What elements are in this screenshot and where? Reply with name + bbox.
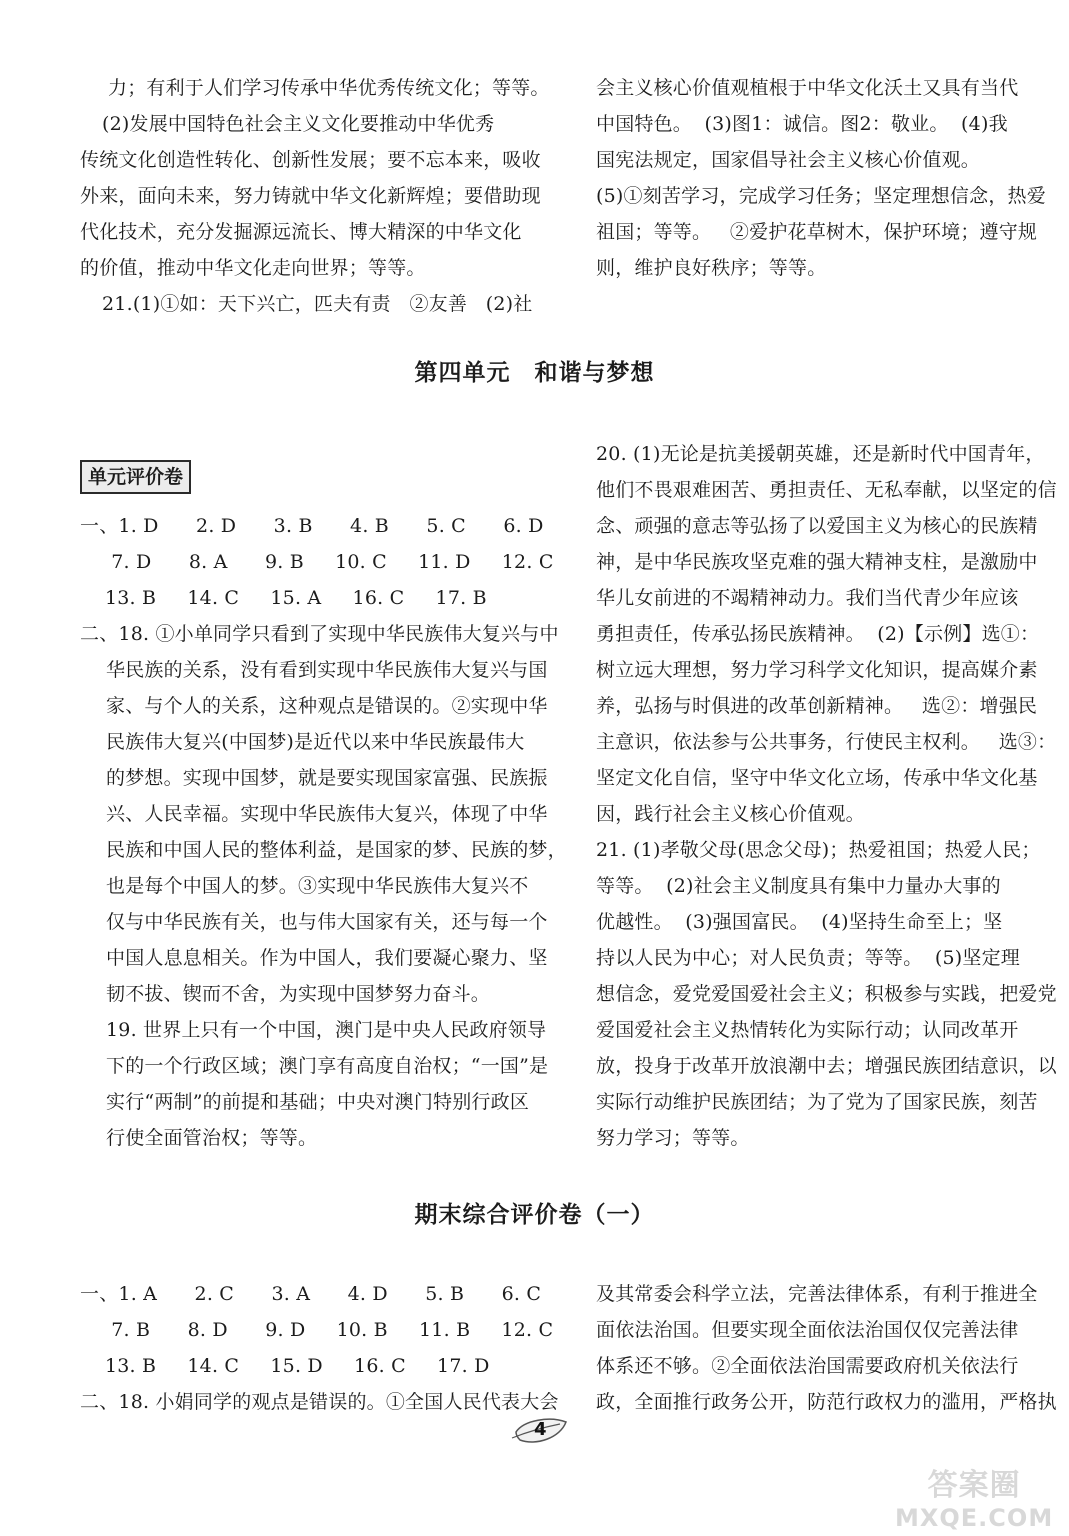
text-line: 国宪法规定，国家倡导社会主义核心价值观。	[596, 149, 981, 171]
final-right-column	[596, 1276, 1057, 1420]
text-line: 树立远大理想，努力学习科学文化知识，提高媒介素	[596, 659, 1038, 681]
text-line: 则，维护良好秩序；等等。	[596, 257, 827, 279]
section-title-unit4: 第四单元 和谐与梦想	[414, 360, 655, 386]
unit4-right-column	[596, 436, 1057, 1156]
text-line: 力；有利于人们学习传承中华优秀传统文化；等等。	[108, 77, 550, 99]
text-line: 政，全面推行政务公开，防范行政权力的滥用，严格执	[596, 1391, 1057, 1413]
text-line: 因，践行社会主义核心价值观。	[596, 803, 865, 825]
text-line: 华民族的关系，没有看到实现中华民族伟大复兴与国	[106, 659, 548, 681]
text-line: 外来，面向未来，努力铸就中华文化新辉煌；要借助现	[80, 185, 541, 207]
unit-test-tag: 单元评价卷	[80, 460, 191, 494]
text-line: 等等。 (2)社会主义制度具有集中力量办大事的	[596, 875, 1001, 897]
text-line: 代化技术，充分发掘源远流长、博大精深的中华文化	[80, 221, 522, 243]
text-line: 持以人民为中心；对人民负责；等等。 (5)坚定理	[596, 947, 1020, 969]
choice-answers-row: 7. D 8. A 9. B 10. C 11. D 12. C	[80, 551, 554, 573]
text-line: 神，是中华民族攻坚克难的强大精神支柱，是激励中	[596, 551, 1038, 573]
choice-answers-row: 13. B 14. C 15. A 16. C 17. B	[80, 587, 487, 609]
text-line: 中国特色。 (3)图1：诚信。图2：敬业。 (4)我	[596, 113, 1008, 135]
text-line: 兴、人民幸福。实现中华民族伟大复兴，体现了中华	[106, 803, 548, 825]
text-line: 中国人息息相关。作为中国人，我们要凝心聚力、坚	[106, 947, 548, 969]
text-line: 20. (1)无论是抗美援朝英雄，还是新时代中国青年，	[596, 443, 1045, 465]
text-line: 华儿女前进的不竭精神动力。我们当代青少年应该	[596, 587, 1019, 609]
text-line: 的梦想。实现中国梦，就是要实现国家富强、民族振	[106, 767, 548, 789]
top-right-column	[596, 70, 1046, 286]
text-line: 实际行动维护民族团结；为了党为了国家民族，刻苦	[596, 1091, 1038, 1113]
text-line: 传统文化创造性转化、创新性发展；要不忘本来，吸收	[80, 149, 541, 171]
text-line: 下的一个行政区域；澳门享有高度自治权；“一国”是	[106, 1055, 549, 1077]
choice-answers-row: 13. B 14. C 15. D 16. C 17. D	[80, 1355, 490, 1377]
page-number	[510, 1414, 570, 1448]
section-title-final-exam: 期末综合评价卷（一）	[414, 1202, 655, 1228]
text-line: 放，投身于改革开放浪潮中去；增强民族团结意识，以	[596, 1055, 1057, 1077]
text-line: 民族和中国人民的整体利益，是国家的梦、民族的梦，	[106, 839, 567, 861]
text-line: 努力学习；等等。	[596, 1127, 750, 1149]
final-left-column	[80, 1276, 559, 1420]
text-line: 实行“两制”的前提和基础；中央对澳门特别行政区	[106, 1091, 530, 1113]
text-line: 爱国爱社会主义热情转化为实际行动；认同改革开	[596, 1019, 1019, 1041]
unit4-left-column	[80, 508, 567, 1156]
text-line: 仅与中华民族有关，也与伟大国家有关，还与每一个	[106, 911, 548, 933]
text-line: 家、与个人的关系，这种观点是错误的。②实现中华	[106, 695, 548, 717]
text-line: 主意识，依法参与公共事务，行使民主权利。 选③：	[596, 731, 1057, 753]
text-line: 韧不拔、锲而不舍，为实现中国梦努力奋斗。	[106, 983, 491, 1005]
text-line: (2)发展中国特色社会主义文化要推动中华优秀	[102, 113, 495, 135]
text-line: 坚定文化自信，坚守中华文化立场，传承中华文化基	[596, 767, 1038, 789]
text-line: 二、18. 小娟同学的观点是错误的。①全国人民代表大会	[80, 1391, 559, 1413]
text-line: 优越性。 (3)强国富民。 (4)坚持生命至上；坚	[596, 911, 1003, 933]
choice-answers-row: 一、1. D 2. D 3. B 4. B 5. C 6. D	[80, 515, 544, 537]
text-line: 念、顽强的意志等弘扬了以爱国主义为核心的民族精	[596, 515, 1038, 537]
watermark-logo	[895, 1470, 1053, 1534]
choice-answers-row: 7. B 8. D 9. D 10. B 11. B 12. C	[80, 1319, 554, 1341]
text-line: 想信念，爱党爱国爱社会主义；积极参与实践，把爱党	[596, 983, 1057, 1005]
text-line: 体系还不够。②全面依法治国需要政府机关依法行	[596, 1355, 1019, 1377]
top-left-column	[80, 70, 550, 322]
text-line: 及其常委会科学立法，完善法律体系，有利于推进全	[596, 1283, 1038, 1305]
text-line: 19. 世界上只有一个中国，澳门是中央人民政府领导	[106, 1019, 547, 1041]
text-line: 他们不畏艰难困苦、勇担责任、无私奉献，以坚定的信	[596, 479, 1057, 501]
text-line: 民族伟大复兴(中国梦)是近代以来中华民族最伟大	[106, 731, 525, 753]
text-line: 养，弘扬与时俱进的改革创新精神。 选②：增强民	[596, 695, 1038, 717]
watermark-line: MXQE.COM	[895, 1504, 1054, 1532]
text-line: 面依法治国。但要实现全面依法治国仅仅完善法律	[596, 1319, 1019, 1341]
text-line: 的价值，推动中华文化走向世界；等等。	[80, 257, 426, 279]
text-line: 勇担责任，传承弘扬民族精神。 (2)【示例】选①：	[596, 623, 1040, 645]
text-line: 21.(1)①如：天下兴亡，匹夫有责 ②友善 (2)社	[102, 293, 533, 315]
text-line: 祖国；等等。 ②爱护花草树木，保护环境；遵守规	[596, 221, 1038, 243]
text-line: 也是每个中国人的梦。③实现中华民族伟大复兴不	[106, 875, 529, 897]
text-line: 21. (1)孝敬父母(思念父母)；热爱祖国；热爱人民；	[596, 839, 1041, 861]
page-number-text: 4	[534, 1419, 547, 1440]
text-line: 会主义核心价值观植根于中华文化沃土又具有当代	[596, 77, 1019, 99]
choice-answers-row: 一、1. A 2. C 3. A 4. D 5. B 6. C	[80, 1283, 542, 1305]
text-line: 行使全面管治权；等等。	[106, 1127, 318, 1149]
watermark-line: 答案圈	[927, 1468, 1021, 1503]
text-line: 二、18. ①小单同学只看到了实现中华民族伟大复兴与中	[80, 623, 559, 645]
text-line: (5)①刻苦学习，完成学习任务；坚定理想信念，热爱	[596, 185, 1046, 207]
